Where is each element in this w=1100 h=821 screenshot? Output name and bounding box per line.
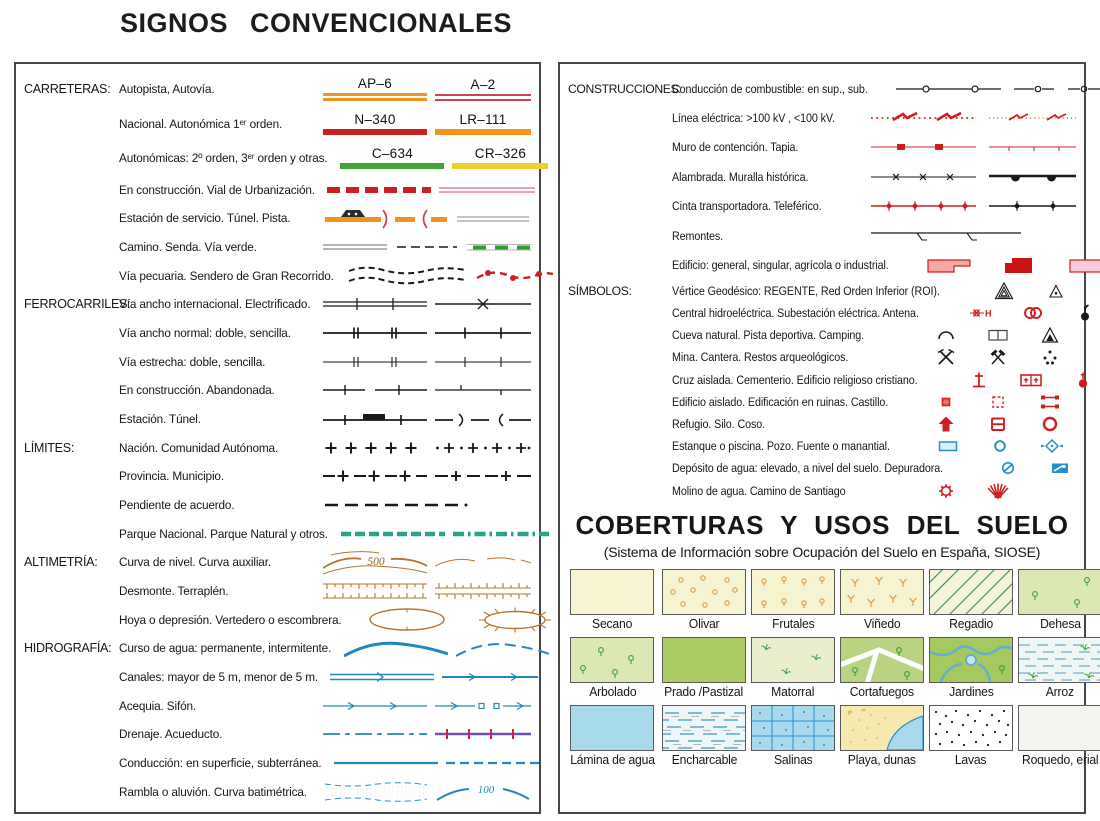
symbol-acueducto: [435, 727, 531, 741]
camping-icon: [1040, 325, 1060, 345]
symbol-via-normal-doble: [323, 326, 427, 340]
swatch-encharcable: [662, 705, 746, 751]
row-hoya: Hoya o depresión. Vertedero o escombrera.: [24, 605, 533, 634]
symbol-cinta-teleferico: [871, 198, 1076, 214]
symbol-estacion-tunel-pista: [323, 204, 531, 232]
deposito-suelo-icon: [1049, 458, 1071, 478]
row-molino: Molino de agua. Camino de Santiago: [568, 479, 1076, 501]
row-camino-senda: Camino. Senda. Vía verde.: [24, 233, 533, 262]
landuse-dehesa: Dehesa: [1018, 569, 1100, 631]
contour-label-100: 100: [477, 783, 495, 796]
swatch-matorral: [751, 637, 835, 683]
row-cueva: Cueva natural. Pista deportiva. Camping.: [568, 324, 1076, 346]
landuse-cortafuegos: Cortafuegos: [840, 637, 924, 699]
row-mina: Mina. Cantera. Restos arqueológicos.: [568, 346, 1076, 368]
row-ff-internacional: FERROCARRILES: Vía ancho internacional. Electrificado.: [24, 290, 533, 319]
page-title: SIGNOS CONVENCIONALES: [120, 8, 513, 38]
cruz-aislada-icon: [969, 370, 989, 390]
row-edificio-aislado: Edificio aislado. Edificación en ruinas. Castillo.: [568, 391, 1076, 413]
symbol-terraplen: [435, 579, 531, 603]
symbol-autopista: AP–6: [323, 77, 427, 101]
symbol-autonomica-3: CR–326: [452, 147, 548, 169]
landuse-prado: Prado /Pastizal: [662, 637, 746, 699]
symbol-parque-natural: [453, 528, 549, 540]
symbol-autonomica-1: LR–111: [435, 113, 531, 135]
row-conduccion: Conducción: en superficie, subterránea.: [24, 749, 533, 778]
landuse-olivar: Olivar: [662, 569, 746, 631]
row-linea-electrica: Línea eléctrica: >100 kV , <100 kV.: [568, 103, 1076, 132]
edificio-religioso-icon: [1073, 370, 1093, 390]
restos-arqueologicos-icon: [1040, 347, 1060, 367]
symbol-limite-comunidad: [435, 441, 531, 455]
symbol-via-internacional: [323, 297, 427, 311]
symbol-drenaje: [323, 727, 427, 741]
swatch-lamina-agua: [570, 705, 654, 751]
swatch-vinedo: [840, 569, 924, 615]
coberturas-subtitle: (Sistema de Información sobre Ocupación del Suelo en España, SIOSE): [603, 543, 1041, 560]
row-cruz: Cruz aislada. Cementerio. Edificio religioso cristiano.: [568, 368, 1076, 390]
symbol-canal-mayor: [330, 670, 434, 684]
swatch-lavas: [929, 705, 1013, 751]
landuse-regadio: Regadio: [929, 569, 1013, 631]
coso-icon: [1040, 414, 1060, 434]
symbol-ff-estacion: [323, 411, 427, 427]
fuente-manantial-icon: [1040, 436, 1064, 456]
section-simbolos: SÍMBOLOS:: [568, 283, 632, 298]
swatch-regadio: [929, 569, 1013, 615]
section-ferrocarriles: FERROCARRILES:: [24, 297, 131, 312]
symbol-via-estrecha-doble: [323, 355, 427, 369]
castillo-icon: [1039, 392, 1061, 412]
row-curva-nivel: ALTIMETRÍA: Curva de nivel. Curva auxiliar. 500: [24, 548, 533, 577]
section-hidrografia: HIDROGRAFÍA:: [24, 641, 112, 656]
symbol-autovia: A–2: [435, 78, 531, 101]
swatch-cortafuegos: [840, 637, 924, 683]
landuse-frutales: Frutales: [751, 569, 835, 631]
symbol-pecuaria-gr: [347, 262, 555, 290]
swatch-secano: [570, 569, 654, 615]
row-cinta: Cinta transportadora. Teleférico.: [568, 192, 1076, 221]
symbol-via-estrecha-sencilla: [435, 355, 531, 369]
row-muro: Muro de contención. Tapia.: [568, 133, 1076, 162]
symbol-canal-menor: [442, 670, 538, 684]
row-combustible: CONSTRUCCIONES: Conducción de combustible: en sup., sub.: [568, 74, 1076, 103]
symbol-parque-nacional: [341, 528, 445, 540]
swatch-frutales: [751, 569, 835, 615]
landuse-vinedo: Viñedo: [840, 569, 924, 631]
contour-label-500: 500: [367, 556, 385, 569]
symbol-via-normal-sencilla: [435, 326, 531, 340]
landuse-arroz: Arroz: [1018, 637, 1100, 699]
landuse-arbolado: Arbolado: [568, 637, 657, 699]
subestacion-electrica-icon: [1022, 303, 1044, 323]
symbol-curva-auxiliar: [435, 548, 531, 576]
mina-icon: [936, 347, 956, 367]
pista-deportiva-icon: [987, 325, 1009, 345]
landuse-matorral: Matorral: [751, 637, 835, 699]
cementerio-icon: [1019, 370, 1043, 390]
row-remontes: Remontes.: [568, 221, 1076, 250]
landuse-roquedo: Roquedo, erial: [1018, 705, 1100, 767]
row-canales: Canales: mayor de 5 m, menor de 5 m.: [24, 663, 533, 692]
section-carreteras: CARRETERAS:: [24, 82, 111, 97]
row-refugio: Refugio. Silo. Coso.: [568, 413, 1076, 435]
right-legend-panel: [558, 62, 1099, 814]
symbol-conduccion-superficie: [334, 756, 438, 770]
vertice-regente-icon: [994, 281, 1014, 301]
left-legend-panel: [14, 62, 541, 814]
symbol-pendiente-acuerdo: [323, 498, 531, 512]
cantera-icon: [988, 347, 1008, 367]
symbol-sifon: [435, 699, 531, 713]
row-edificio: Edificio: general, singular, agrícola o industrial.: [568, 250, 1076, 279]
estanque-icon: [937, 436, 959, 456]
symbol-batimetrica: [435, 779, 531, 805]
row-acequia: Acequia. Sifón.: [24, 691, 533, 720]
symbol-curva-nivel: [323, 548, 427, 576]
symbol-ff-tunel: [435, 411, 531, 427]
row-pendiente: Pendiente de acuerdo.: [24, 491, 533, 520]
svg-text:H: H: [984, 308, 991, 319]
swatch-roquedo: [1018, 705, 1100, 751]
symbol-remontes: [871, 228, 1076, 244]
vertice-roi-icon: [1046, 281, 1066, 301]
symbol-limite-municipio: [435, 469, 531, 483]
symbol-conduccion-subterranea: [446, 756, 542, 770]
molino-agua-icon: [936, 481, 956, 501]
row-deposito: Depósito de agua: elevado, a nivel del suelo. Depuradora.: [568, 457, 1076, 479]
antena-icon: [1075, 303, 1095, 323]
symbol-electrificado: [435, 297, 531, 311]
row-alambrada: Alambrada. Muralla histórica.: [568, 162, 1076, 191]
landuse-lavas: Lavas: [929, 705, 1013, 767]
silo-icon: [988, 414, 1008, 434]
symbol-ff-abandonada: [435, 383, 531, 397]
symbol-combustible: [896, 82, 1100, 96]
symbol-carretera-construccion: [327, 187, 431, 193]
deposito-elevado-icon: [998, 458, 1018, 478]
row-estacion-servicio: Estación de servicio. Túnel. Pista.: [24, 204, 533, 233]
row-autonomicas: Autonómicas: 2º orden, 3ᵉʳ orden y otras. C–634 CR–326: [24, 141, 533, 175]
cueva-natural-icon: [936, 325, 956, 345]
section-altimetria: ALTIMETRÍA:: [24, 555, 98, 570]
symbol-vial-urbanizacion: [439, 187, 535, 193]
swatch-arbolado: [570, 637, 654, 683]
refugio-icon: [936, 414, 956, 434]
row-ff-construccion: En construcción. Abandonada.: [24, 376, 533, 405]
row-autopista: CARRETERAS: Autopista, Autovía. AP–6 A–2: [24, 72, 533, 106]
swatch-arroz: [1018, 637, 1100, 683]
landuse-jardines: Jardines: [929, 637, 1013, 699]
symbol-desmonte: [323, 579, 427, 603]
swatch-salinas: [751, 705, 835, 751]
symbol-acequia: [323, 699, 427, 713]
symbol-ff-construccion: [323, 383, 427, 397]
swatch-olivar: [662, 569, 746, 615]
row-construccion-vial: En construcción. Vial de Urbanización.: [24, 175, 533, 204]
row-ff-estacion: Estación. Túnel.: [24, 405, 533, 434]
landuse-secano: Secano: [568, 569, 657, 631]
pozo-icon: [990, 436, 1010, 456]
row-via-pecuaria: Vía pecuaria. Sendero de Gran Recorrido.: [24, 261, 533, 290]
coberturas-grid: [568, 569, 1099, 767]
landuse-encharcable: Encharcable: [662, 705, 746, 767]
symbol-hoya: [355, 606, 459, 633]
edificacion-ruinas-icon: [988, 392, 1008, 412]
swatch-jardines: [929, 637, 1013, 683]
row-desmonte: Desmonte. Terraplén.: [24, 577, 533, 606]
row-central-hidro: Central hidroeléctrica. Subestación eléctrica. Antena. H: [568, 302, 1076, 324]
edificio-aislado-icon: [936, 392, 956, 412]
symbol-edificios: [920, 253, 1100, 277]
row-ff-normal: Vía ancho normal: doble, sencilla.: [24, 319, 533, 348]
row-curso-agua: HIDROGRAFÍA: Curso de agua: permanente, intermitente.: [24, 634, 533, 663]
symbol-curso-intermitente: [456, 636, 552, 660]
coberturas-title: COBERTURAS Y USOS DEL SUELO: [575, 509, 1069, 540]
symbol-limite-nacion: [323, 441, 427, 455]
landuse-playa: Playa, dunas: [840, 705, 924, 767]
symbol-autonomica-2: C–634: [340, 147, 444, 169]
symbol-alambrada-muralla: [871, 170, 1076, 184]
symbol-rambla: [323, 779, 427, 805]
landuse-salinas: Salinas: [751, 705, 835, 767]
row-nacional: Nacional. Autonómica 1ᵉʳ orden. N–340 LR–111: [24, 106, 533, 140]
symbol-camino-senda-viaverde: [323, 238, 531, 256]
section-limites: LÍMITES:: [24, 440, 75, 455]
row-provincia: Provincia. Municipio.: [24, 462, 533, 491]
section-construcciones: CONSTRUCCIONES:: [568, 81, 682, 96]
symbol-limite-provincia: [323, 469, 427, 483]
swatch-prado: [662, 637, 746, 683]
central-hidroelectrica-icon: [970, 303, 992, 323]
swatch-playa: [840, 705, 924, 751]
swatch-dehesa: [1018, 569, 1100, 615]
row-ff-estrecha: Vía estrecha: doble, sencilla.: [24, 347, 533, 376]
row-drenaje: Drenaje. Acueducto.: [24, 720, 533, 749]
row-rambla: Rambla o aluvión. Curva batimétrica. 100: [24, 777, 533, 806]
landuse-lamina-agua: Lámina de agua: [568, 705, 657, 767]
symbol-nacional: N–340: [323, 113, 427, 135]
row-nacion: LÍMITES: Nación. Comunidad Autónoma.: [24, 433, 533, 462]
symbol-vertedero: [467, 606, 563, 633]
camino-santiago-icon: [985, 481, 1011, 501]
row-parques: Parque Nacional. Parque Natural y otros.: [24, 519, 533, 548]
symbol-curso-permanente: [344, 636, 448, 660]
row-vertice-geodesico: SÍMBOLOS: Vértice Geodésico: REGENTE, Red Orden Inferior (ROI).: [568, 280, 1076, 302]
row-estanque: Estanque o piscina. Pozo. Fuente o manantial.: [568, 435, 1076, 457]
symbol-linea-electrica: [871, 110, 1076, 126]
symbol-muro-tapia: [871, 140, 1076, 154]
